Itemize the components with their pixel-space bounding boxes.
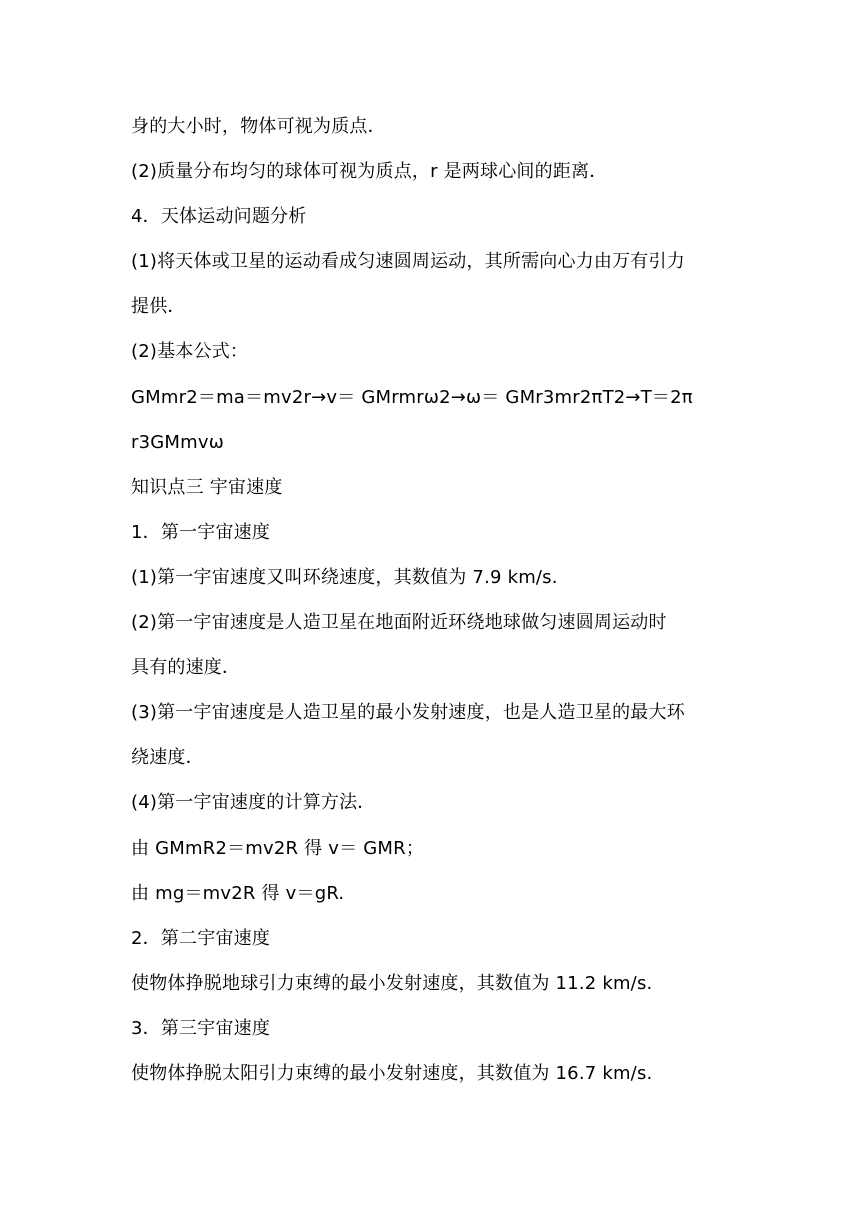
formula-line: 由 mg＝mv2R 得 v＝gR. bbox=[131, 883, 345, 904]
section-heading: 2．第二宇宙速度 bbox=[131, 928, 271, 949]
text-line: (3)第一宇宙速度是人造卫星的最小发射速度，也是人造卫星的最大环 bbox=[131, 702, 685, 723]
text-line: 使物体挣脱太阳引力束缚的最小发射速度，其数值为 16.7 km/s. bbox=[131, 1063, 653, 1084]
text-line: 绕速度． bbox=[131, 747, 204, 768]
text-line: 身的大小时，物体可视为质点． bbox=[131, 116, 386, 137]
section-heading: 3．第三宇宙速度 bbox=[131, 1018, 271, 1039]
text-line: (1)将天体或卫星的运动看成匀速圆周运动，其所需向心力由万有引力 bbox=[131, 251, 685, 272]
text-line: 具有的速度． bbox=[131, 657, 241, 678]
formula-line: 由 GMmR2＝mv2R 得 v＝ GMR； bbox=[131, 838, 425, 859]
section-heading: 4．天体运动问题分析 bbox=[131, 206, 307, 227]
text-line: (2)基本公式： bbox=[131, 341, 249, 362]
section-heading: 知识点三 宇宙速度 bbox=[131, 477, 283, 498]
text-line: 提供． bbox=[131, 296, 186, 317]
text-line: (4)第一宇宙速度的计算方法． bbox=[131, 792, 376, 813]
formula-line: GMmr2＝ma＝mv2r→v＝ GMrmrω2→ω＝ GMr3mr2πT2→T＝2π bbox=[131, 387, 693, 408]
formula-line: r3GMmvω bbox=[131, 432, 224, 453]
text-line: 使物体挣脱地球引力束缚的最小发射速度，其数值为 11.2 km/s. bbox=[131, 973, 653, 994]
text-line: (1)第一宇宙速度又叫环绕速度，其数值为 7.9 km/s. bbox=[131, 567, 558, 588]
section-heading: 1．第一宇宙速度 bbox=[131, 522, 271, 543]
text-line: (2)质量分布均匀的球体可视为质点，r 是两球心间的距离． bbox=[131, 161, 608, 182]
text-line: (2)第一宇宙速度是人造卫星在地面附近环绕地球做匀速圆周运动时 bbox=[131, 612, 667, 633]
